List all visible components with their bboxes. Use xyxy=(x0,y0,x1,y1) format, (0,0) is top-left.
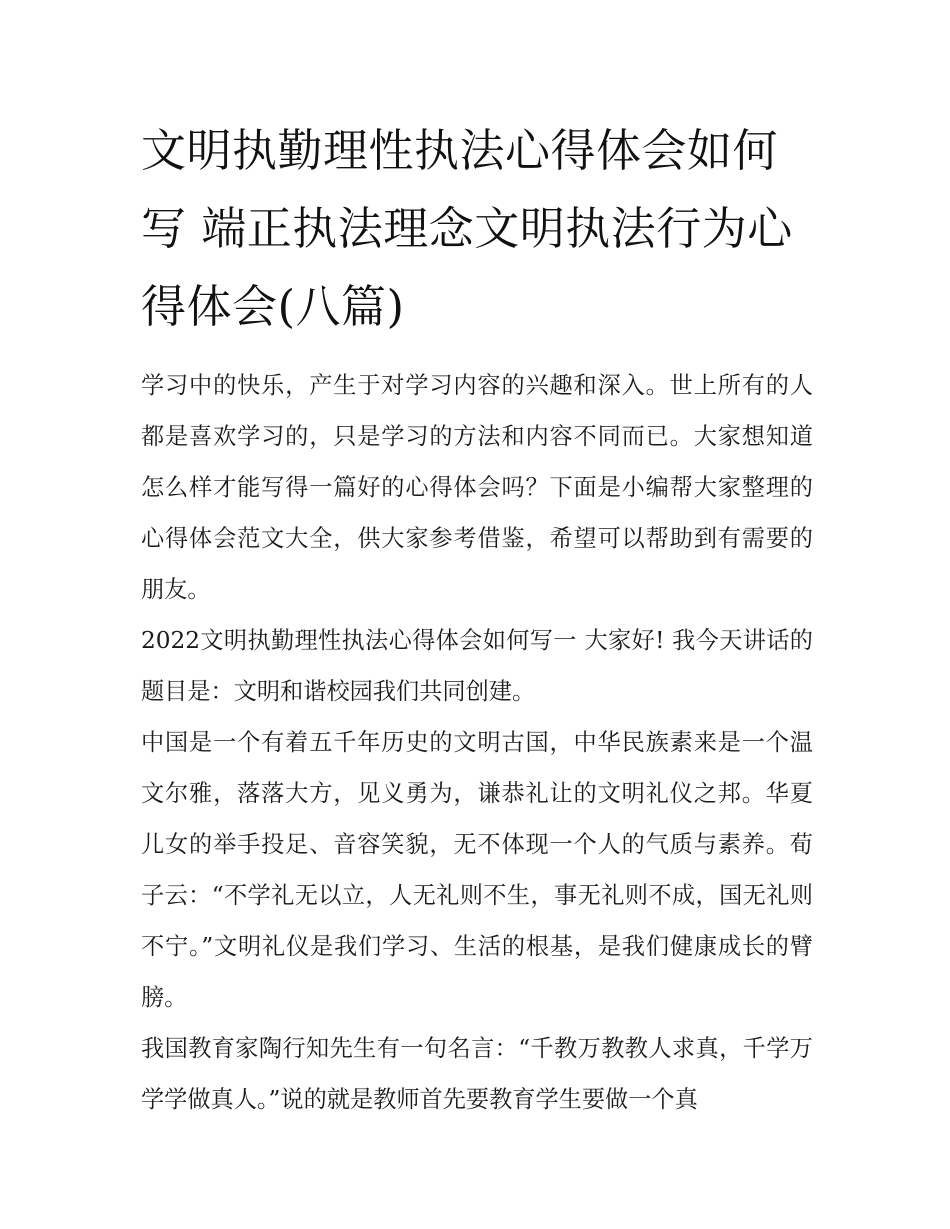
document-page xyxy=(141,112,813,1125)
document-title: 文明执勤理性执法心得体会如何写 端正执法理念文明执法行为心得体会(八篇) xyxy=(141,124,793,333)
paragraph-intro: 学习中的快乐，产生于对学习内容的兴趣和深入。世上所有的人都是喜欢学习的，只是学习的方法和内容不同而已。大家想知道怎么样才能写得一篇好的心得体会吗？下面是小编帮大家整理的心得体会范文大全，供大家参考借鉴，希望可以帮助到有需要的朋友。 xyxy=(141,372,813,603)
paragraph-civilization: 中国是一个有着五千年历史的文明古国，中华民族素来是一个温文尔雅，落落大方，见义勇为，谦恭礼让的文明礼仪之邦。华夏儿女的举手投足、音容笑貌，无不体现一个人的气质与素养。荀子云：“不学礼无以立，人无礼则不生，事无礼则不成，国无礼则不宁。”文明礼仪是我们学习、生活的根基，是我们健康成长的臂膀。 xyxy=(141,729,813,1011)
paragraph-educator-quote: 我国教育家陶行知先生有一句名言：“千教万教教人求真，千学万学学做真人。”说的就是教师首先要教育学生要做一个真 xyxy=(141,1035,813,1113)
paragraph-speech-opening: 2022文明执勤理性执法心得体会如何写一 大家好! 我今天讲话的题目是：文明和谐校园我们共同创建。 xyxy=(141,627,813,705)
